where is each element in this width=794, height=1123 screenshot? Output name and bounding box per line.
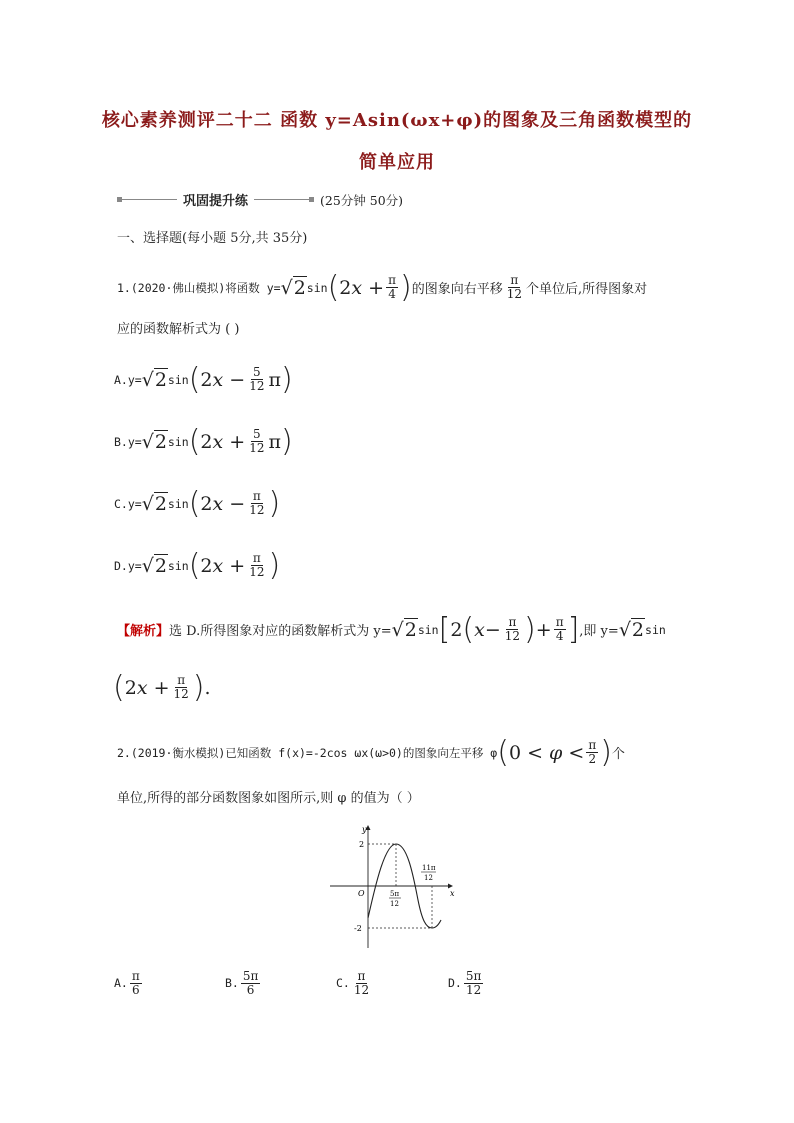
q1-option[interactable] bbox=[114, 424, 293, 459]
paren-close: ) bbox=[192, 670, 205, 705]
q1-suffix: 个单位后,所得图象对 bbox=[525, 282, 648, 297]
paren-close: ) bbox=[268, 548, 281, 583]
paren-open: ( bbox=[188, 362, 201, 397]
paren-open: ( bbox=[462, 612, 475, 647]
x-axis-arrow bbox=[448, 884, 453, 889]
y-axis-label: y bbox=[362, 825, 367, 834]
tick1-num: 5π bbox=[390, 890, 400, 898]
paren-open: ( bbox=[327, 270, 340, 305]
q1-stem bbox=[117, 270, 647, 305]
analysis-line2: ( 2x + $\frac{\pi}{12}$ ) . bbox=[113, 670, 211, 705]
sqrt-symbol: √2 bbox=[618, 618, 645, 641]
option-frac: $\frac{5}{12}$ bbox=[249, 427, 265, 455]
sqrt-symbol: √2 bbox=[280, 276, 306, 299]
sin-text: sin bbox=[645, 622, 666, 637]
option-label: A.y= bbox=[114, 372, 142, 387]
q2-suffix: 个 bbox=[611, 747, 625, 762]
q2-prefix: 2.(2019·衡水模拟)已知函数 f(x)=-2cos ωx(ω>0)的图象向左平移 φ bbox=[117, 745, 498, 760]
option-tail: π bbox=[268, 368, 281, 391]
section-time: (25分钟 50分) bbox=[320, 192, 404, 208]
analysis-text2: ,即 y= bbox=[579, 624, 619, 639]
y-max-label: 2 bbox=[359, 840, 365, 849]
sin-text: sin bbox=[167, 372, 189, 387]
analysis-result-frac: $\frac{\pi}{12}$ bbox=[173, 673, 189, 701]
q2-range: 0 < φ < bbox=[508, 741, 585, 764]
sin-text: sin bbox=[306, 280, 328, 295]
section-divider-left bbox=[117, 199, 177, 200]
option-expr: 2x − bbox=[200, 492, 246, 515]
option-label: C. bbox=[336, 976, 350, 991]
sin-text: sin bbox=[167, 558, 189, 573]
option-tail: π bbox=[268, 430, 281, 453]
sin-text: sin bbox=[167, 434, 189, 449]
option-frac: $\frac{\pi}{12}$ bbox=[353, 969, 370, 997]
paren-open: ( bbox=[188, 424, 201, 459]
option-expr: 2x + bbox=[200, 430, 246, 453]
q1-option[interactable] bbox=[114, 548, 280, 583]
q1-option[interactable] bbox=[114, 362, 293, 397]
option-frac: $\frac{5\pi}{6}$ bbox=[242, 969, 259, 997]
q1-shift-frac: $\frac{\pi}{12}$ bbox=[506, 273, 522, 301]
x-axis-label: x bbox=[450, 889, 455, 898]
option-frac: $\frac{\pi}{6}$ bbox=[131, 969, 140, 997]
option-frac: $\frac{5}{12}$ bbox=[249, 365, 265, 393]
paren-close: ) bbox=[600, 735, 612, 770]
analysis-expr: 2 bbox=[450, 618, 463, 641]
tick2-num: 11π bbox=[422, 864, 436, 872]
q2-option[interactable] bbox=[336, 970, 373, 996]
q1-line2: 应的函数解析式为 ( ) bbox=[117, 322, 240, 337]
analysis-text1: 选 D.所得图象对应的函数解析式为 y= bbox=[169, 624, 392, 639]
option-expr: 2x − bbox=[200, 368, 246, 391]
paren-close: ) bbox=[280, 424, 293, 459]
paren-open: ( bbox=[188, 548, 201, 583]
sqrt-symbol: √2 bbox=[141, 430, 167, 453]
sin-text: sin bbox=[417, 622, 439, 637]
plus-sign: + bbox=[535, 618, 552, 641]
option-label: B.y= bbox=[114, 434, 142, 449]
paren-close: ) bbox=[280, 362, 293, 397]
sqrt-symbol: √2 bbox=[141, 368, 167, 391]
sqrt-symbol: √2 bbox=[391, 618, 417, 641]
option-frac: $\frac{5\pi}{12}$ bbox=[465, 969, 482, 997]
paren-open: ( bbox=[113, 670, 125, 705]
part1-heading: 一、选择题(每小题 5分,共 35分) bbox=[117, 231, 308, 246]
q1-prefix: 1.(2020·佛山模拟)将函数 y= bbox=[117, 280, 281, 295]
paren-close: ) bbox=[399, 270, 412, 305]
analysis-frac1: $\frac{\pi}{12}$ bbox=[504, 615, 521, 643]
q2-function-graph bbox=[330, 820, 460, 950]
q1-option[interactable] bbox=[114, 486, 280, 521]
paren-open: ( bbox=[497, 735, 509, 770]
bracket-open: [ bbox=[438, 612, 451, 647]
y-min-label: -2 bbox=[354, 924, 362, 933]
q2-option[interactable] bbox=[225, 970, 262, 996]
tick1-den: 12 bbox=[390, 900, 399, 908]
page-title-line1: 核心素养测评二十二 函数 y=Asin(ωx+φ)的图象及三角函数模型的 bbox=[101, 110, 693, 131]
option-label: A. bbox=[114, 976, 128, 991]
tick2-den: 12 bbox=[424, 874, 433, 882]
option-label: C.y= bbox=[114, 496, 142, 511]
section-label: 巩固提升练 bbox=[183, 194, 249, 209]
q2-line2: 单位,所得的部分函数图象如图所示,则 φ 的值为（ ） bbox=[117, 791, 420, 806]
analysis-result: 2x + bbox=[124, 676, 170, 699]
paren-open: ( bbox=[188, 486, 201, 521]
option-label: D. bbox=[448, 976, 462, 991]
section-header bbox=[117, 190, 403, 209]
q1-expr: 2x + bbox=[339, 276, 385, 299]
origin-label: O bbox=[358, 889, 365, 898]
paren-close: ) bbox=[524, 612, 536, 647]
analysis-frac2: $\frac{\pi}{4}$ bbox=[555, 615, 564, 643]
bracket-close: ] bbox=[567, 612, 580, 647]
page-title-line2: 简单应用 bbox=[359, 152, 435, 173]
q2-option[interactable] bbox=[114, 970, 144, 996]
option-label: B. bbox=[225, 976, 239, 991]
analysis-line1: 【解析】 选 D.所得图象对应的函数解析式为 y= √2 sin [ 2 ( x − $\frac{\pi}{12}$ ) + $\frac{\pi}{4}$ ] ,即 y= √2 sin bbox=[117, 612, 666, 647]
section-divider-right bbox=[254, 199, 314, 200]
analysis-x: x bbox=[474, 618, 485, 641]
q1-inner-frac: $\frac{\pi}{4}$ bbox=[388, 273, 396, 301]
sqrt-symbol: √2 bbox=[141, 492, 167, 515]
sin-text: sin bbox=[167, 496, 189, 511]
option-label: D.y= bbox=[114, 558, 142, 573]
option-frac: $\frac{\pi}{12}$ bbox=[249, 551, 265, 579]
q2-option[interactable] bbox=[448, 970, 485, 996]
q1-mid: 的图象向右平移 bbox=[411, 282, 503, 297]
q2-stem bbox=[117, 735, 625, 770]
option-expr: 2x + bbox=[200, 554, 246, 577]
option-frac: $\frac{\pi}{12}$ bbox=[249, 489, 265, 517]
sqrt-symbol: √2 bbox=[141, 554, 167, 577]
analysis-tag: 【解析】 bbox=[117, 624, 170, 639]
q2-range-frac: $\frac{\pi}{2}$ bbox=[588, 738, 597, 766]
paren-close: ) bbox=[268, 486, 281, 521]
